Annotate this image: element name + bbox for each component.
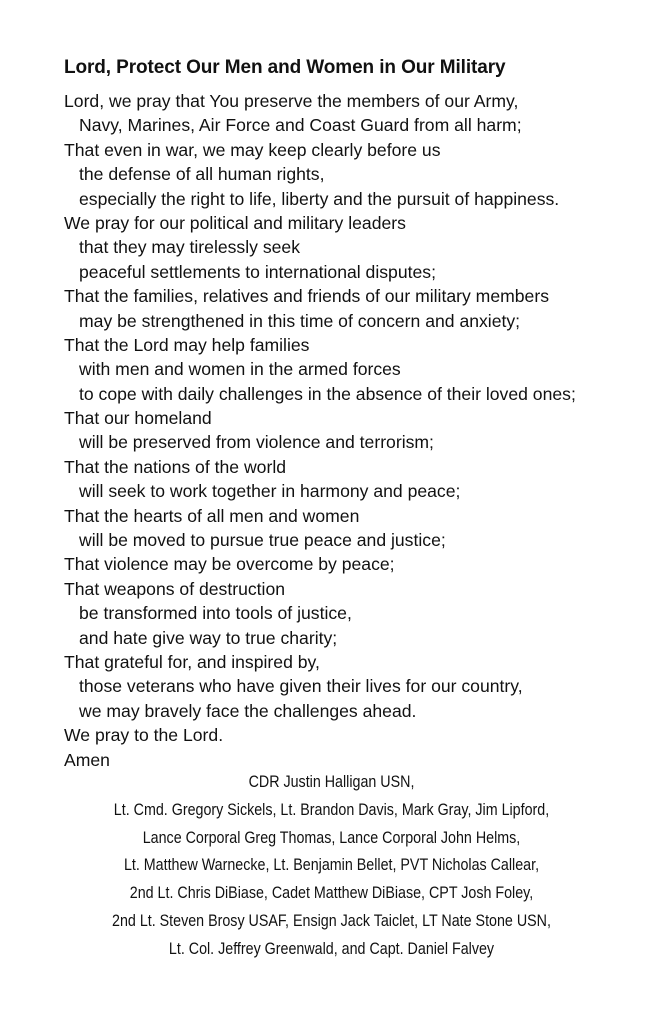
prayer-line: the defense of all human rights, — [79, 164, 325, 185]
prayer-line: to cope with daily challenges in the absence of their loved ones; — [79, 383, 576, 404]
prayer-line: peaceful settlements to international disputes; — [79, 261, 436, 282]
prayer-line: may be strengthened in this time of concern and anxiety; — [79, 310, 521, 331]
prayer-line: We pray to the Lord. — [64, 725, 224, 746]
prayer-line: That grateful for, and inspired by, — [64, 651, 320, 672]
dedication-line: Lance Corporal Greg Thomas, Lance Corporal John Helms, — [142, 827, 521, 847]
prayer-line: That our homeland — [64, 408, 212, 429]
prayer-line: That the nations of the world — [64, 456, 287, 477]
prayer-body — [64, 89, 654, 772]
prayer-line: That weapons of destruction — [64, 578, 286, 599]
prayer-line: Navy, Marines, Air Force and Coast Guard from all harm; — [79, 115, 522, 136]
prayer-line: That the families, relatives and friends of our military members — [64, 286, 549, 307]
prayer-line: especially the right to life, liberty and the pursuit of happiness. — [79, 188, 560, 209]
prayer-line: be transformed into tools of justice, — [79, 603, 352, 624]
prayer-line: Lord, we pray that You preserve the members of our Army, — [64, 91, 519, 111]
prayer-line: that they may tirelessly seek — [79, 237, 300, 258]
prayer-line: That the hearts of all men and women — [64, 505, 360, 526]
dedication-line: 2nd Lt. Steven Brosy USAF, Ensign Jack Taiclet, LT Nate Stone USN, — [112, 910, 551, 930]
prayer-line: That the Lord may help families — [64, 334, 310, 355]
prayer-line: and hate give way to true charity; — [79, 627, 338, 648]
prayer-line: will be preserved from violence and terrorism; — [79, 432, 434, 453]
dedication-line: Lt. Cmd. Gregory Sickels, Lt. Brandon Davis, Mark Gray, Jim Lipford, — [113, 799, 550, 819]
prayer-title: Lord, Protect Our Men and Women in Our Military — [64, 57, 506, 78]
dedication-list — [53, 768, 610, 963]
prayer-line: those veterans who have given their lives for our country, — [79, 676, 523, 697]
prayer-line: will be moved to pursue true peace and justice; — [79, 530, 446, 551]
dedication-line: Lt. Col. Jeffrey Greenwald, and Capt. Daniel Falvey — [168, 938, 495, 958]
dedication-line: Lt. Matthew Warnecke, Lt. Benjamin Bellet, PVT Nicholas Callear, — [123, 855, 540, 875]
prayer-line: That even in war, we may keep clearly before us — [64, 139, 441, 160]
prayer-line: with men and women in the armed forces — [79, 359, 401, 380]
prayer-line: That violence may be overcome by peace; — [64, 554, 395, 575]
dedication-line: 2nd Lt. Chris DiBiase, Cadet Matthew DiBiase, CPT Josh Foley, — [129, 883, 534, 903]
prayer-line: will seek to work together in harmony and peace; — [79, 481, 461, 502]
prayer-line: Amen — [64, 749, 110, 770]
dedication-line: CDR Justin Halligan USN, — [248, 772, 415, 791]
prayer-line: we may bravely face the challenges ahead. — [79, 700, 417, 721]
prayer-line: We pray for our political and military leaders — [64, 212, 406, 233]
